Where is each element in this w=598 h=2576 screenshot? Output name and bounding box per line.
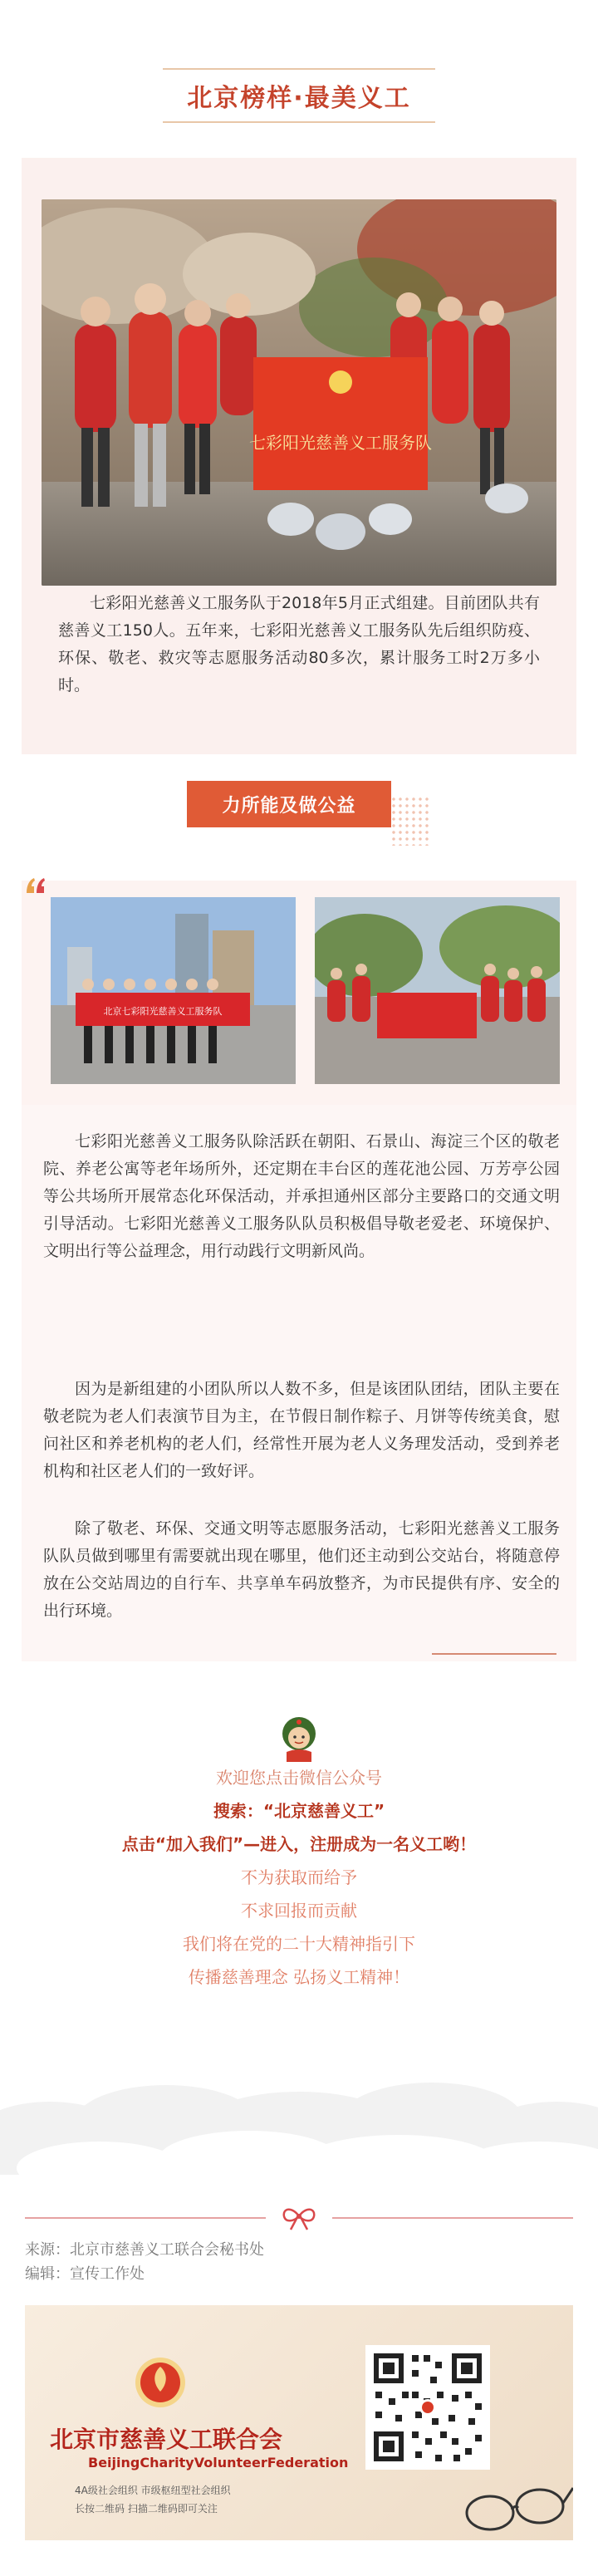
title-section	[0, 58, 598, 133]
section-divider	[432, 1653, 556, 1655]
group-photo-3[interactable]	[315, 897, 560, 1084]
decorative-dots	[390, 796, 432, 846]
ribbon-line-right	[332, 2217, 573, 2219]
body-paragraph-3: 除了敬老、环保、交通文明等志愿服务活动，七彩阳光慈善义工服务队队员做到哪里有需要就出现在哪里，他们还主动到公交站台，将随意停放在公交站周边的自行车、共享单车码放整齐，为市民提供有序、安全的出行环境。	[43, 1519, 560, 1620]
ribbon-line-left	[25, 2217, 266, 2219]
photo1-banner-text: 七彩阳光慈善义工服务队	[249, 433, 432, 453]
intro-paragraph: 七彩阳光慈善义工服务队于2018年5月正式组建。目前团队共有慈善义工150人。五年来，七彩阳光慈善义工服务队先后组织防疫、环保、敬老、救灾等志愿服务活动80多次，累计服务工时2万多小时。	[58, 594, 540, 694]
follow-line-1: 不为获取而给予	[241, 1867, 357, 1887]
org-slogan-2: 长按二维码 扫描二维码即可关注	[75, 2503, 218, 2515]
group-photo-1[interactable]	[42, 199, 556, 586]
follow-line-2: 不求回报而贡献	[241, 1901, 357, 1921]
group-photo-1-illustration	[42, 199, 556, 586]
follow-line-4: 传播慈善理念 弘扬义工精神！	[188, 1967, 410, 1987]
glasses-icon	[457, 2471, 573, 2538]
org-slogan-1: 4A级社会组织 市级枢纽型社会组织	[75, 2485, 231, 2496]
org-logo-icon	[133, 2355, 188, 2413]
title-box	[163, 68, 435, 123]
subheading-text: 力所能及做公益	[222, 795, 356, 817]
group-photo-2[interactable]	[51, 897, 296, 1084]
source-block	[25, 2238, 264, 2286]
source-editor: 编辑：宣传工作处	[25, 2265, 145, 2283]
body-paragraph-2: 因为是新组建的小团队所以人数不多，但是该团队团结，团队主要在敬老院为老人们表演节目为主，在节假日制作粽子、月饼等传统美食，慰问社区和养老机构的老人们，经常性开展为老人义务理发活动，受到养老机构和社区老人们的一致好评。	[43, 1380, 560, 1480]
volunteer-avatar-icon	[277, 1715, 321, 1762]
follow-section	[0, 1761, 598, 1994]
org-banner	[25, 2305, 573, 2540]
follow-line-3: 我们将在党的二十大精神指引下	[183, 1934, 415, 1954]
cloud-decoration	[0, 2077, 598, 2193]
follow-welcome: 欢迎您点击微信公众号	[216, 1768, 382, 1788]
follow-search: 搜索：“北京慈善义工”	[213, 1801, 385, 1821]
ribbon-bow-icon	[279, 2203, 319, 2233]
group-photo-2-illustration	[51, 897, 296, 1084]
photo2-banner-text: 北京七彩阳光慈善义工服务队	[103, 1006, 223, 1017]
source-from: 来源：北京市慈善义工联合会秘书处	[25, 2241, 264, 2259]
intro-panel	[22, 158, 576, 754]
body-paragraph-1: 七彩阳光慈善义工服务队除活跃在朝阳、石景山、海淀三个区的敬老院、养老公寓等老年场所外，还定期在丰台区的莲花池公园、万芳亭公园等公共场所开展常态化环保活动，并承担通州区部分主要路口的交通文明引导活动。七彩阳光慈善义工服务队队员积极倡导敬老爱老、环境保护、文明出行等公益理念，用行动践行文明新风尚。	[43, 1132, 560, 1260]
org-name: 北京市慈善义工联合会	[50, 2426, 283, 2453]
org-english-name: BeijingCharityVolunteerFederation	[88, 2455, 349, 2471]
follow-join: 点击“加入我们”—进入，注册成为一名义工哟！	[121, 1834, 477, 1854]
quote-mark-icon	[25, 876, 47, 895]
page-title: 北京榜样·最美义工	[187, 84, 411, 113]
qr-code-icon[interactable]	[365, 2345, 490, 2470]
subheading-badge	[187, 781, 391, 827]
body-panel	[22, 1105, 576, 1661]
photo-panel	[22, 881, 576, 1105]
group-photo-3-illustration	[315, 897, 560, 1084]
